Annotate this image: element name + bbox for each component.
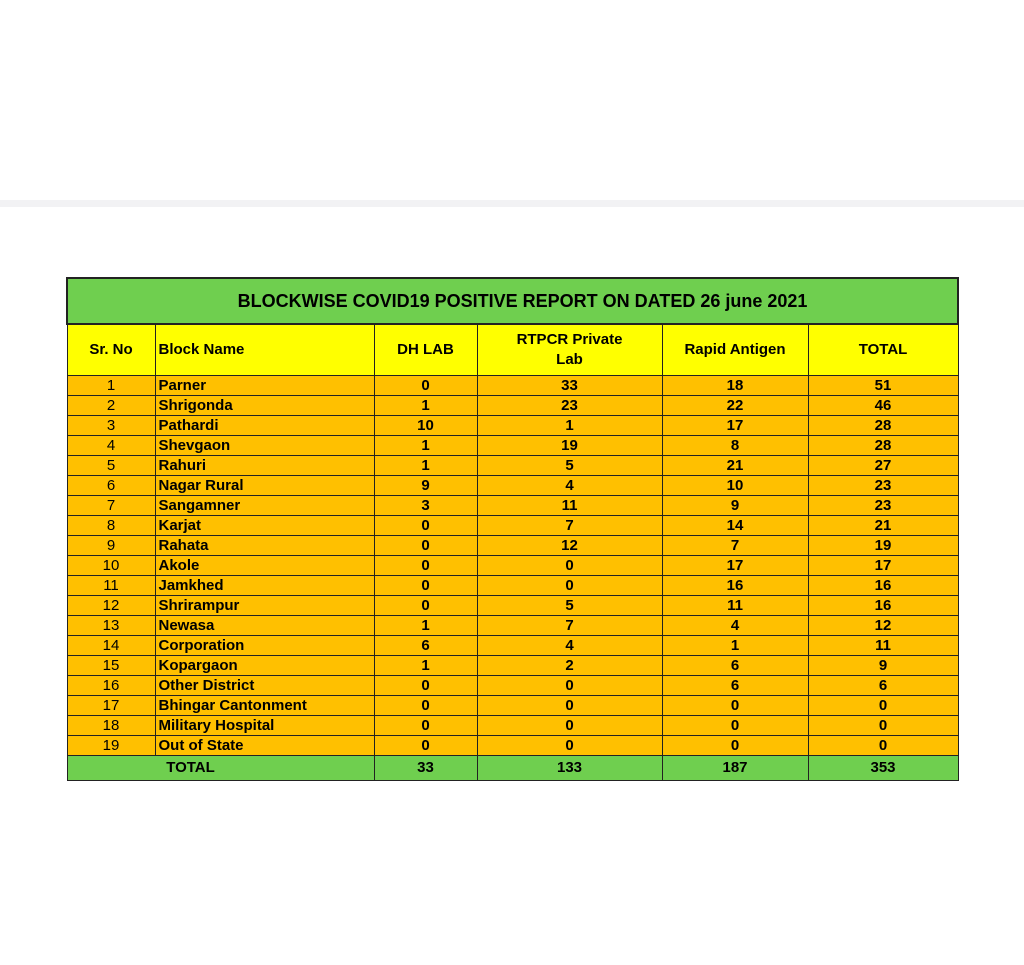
cell-sr-no: 15 — [67, 656, 155, 676]
table-row — [67, 436, 958, 456]
cell-sr-no: 14 — [67, 636, 155, 656]
cell-rapid-antigen: 7 — [662, 536, 808, 556]
cell-block-name: Kopargaon — [155, 656, 374, 676]
cell-block-name: Newasa — [155, 616, 374, 636]
cell-dh-lab: 0 — [374, 676, 477, 696]
cell-rapid-antigen: 0 — [662, 696, 808, 716]
cell-total: 28 — [808, 416, 958, 436]
table-row — [67, 596, 958, 616]
cell-block-name: Shrirampur — [155, 596, 374, 616]
cell-rapid-antigen: 17 — [662, 416, 808, 436]
cell-total: 46 — [808, 396, 958, 416]
cell-sr-no: 8 — [67, 516, 155, 536]
cell-total: 23 — [808, 476, 958, 496]
cell-dh-lab: 1 — [374, 616, 477, 636]
cell-rapid-antigen: 14 — [662, 516, 808, 536]
cell-block-name: Bhingar Cantonment — [155, 696, 374, 716]
total-dh-lab: 33 — [374, 756, 477, 781]
cell-total: 51 — [808, 376, 958, 396]
cell-total: 11 — [808, 636, 958, 656]
total-rtpcr: 133 — [477, 756, 662, 781]
table-row — [67, 516, 958, 536]
cell-rapid-antigen: 1 — [662, 636, 808, 656]
cell-dh-lab: 0 — [374, 376, 477, 396]
cell-total: 6 — [808, 676, 958, 696]
cell-rtpcr: 19 — [477, 436, 662, 456]
header-dh-lab: DH LAB — [374, 324, 477, 376]
cell-block-name: Corporation — [155, 636, 374, 656]
cell-rapid-antigen: 9 — [662, 496, 808, 516]
cell-rtpcr: 7 — [477, 616, 662, 636]
table-row — [67, 716, 958, 736]
cell-rapid-antigen: 18 — [662, 376, 808, 396]
cell-rtpcr: 0 — [477, 676, 662, 696]
cell-sr-no: 5 — [67, 456, 155, 476]
cell-dh-lab: 0 — [374, 736, 477, 756]
cell-dh-lab: 3 — [374, 496, 477, 516]
table-row — [67, 476, 958, 496]
cell-block-name: Akole — [155, 556, 374, 576]
cell-block-name: Military Hospital — [155, 716, 374, 736]
header-rapid-antigen: Rapid Antigen — [662, 324, 808, 376]
table-row — [67, 496, 958, 516]
cell-sr-no: 6 — [67, 476, 155, 496]
cell-rtpcr: 12 — [477, 536, 662, 556]
header-sr-no: Sr. No — [67, 324, 155, 376]
cell-total: 9 — [808, 656, 958, 676]
cell-dh-lab: 1 — [374, 456, 477, 476]
total-grand: 353 — [808, 756, 958, 781]
cell-rtpcr: 1 — [477, 416, 662, 436]
cell-total: 17 — [808, 556, 958, 576]
cell-rapid-antigen: 21 — [662, 456, 808, 476]
cell-sr-no: 16 — [67, 676, 155, 696]
cell-rtpcr: 0 — [477, 696, 662, 716]
table-row — [67, 396, 958, 416]
cell-rapid-antigen: 22 — [662, 396, 808, 416]
cell-sr-no: 12 — [67, 596, 155, 616]
cell-block-name: Rahuri — [155, 456, 374, 476]
cell-dh-lab: 6 — [374, 636, 477, 656]
cell-dh-lab: 0 — [374, 716, 477, 736]
cell-sr-no: 19 — [67, 736, 155, 756]
table-row — [67, 636, 958, 656]
cell-total: 16 — [808, 596, 958, 616]
table-row — [67, 736, 958, 756]
cell-dh-lab: 0 — [374, 576, 477, 596]
table-row — [67, 536, 958, 556]
cell-sr-no: 18 — [67, 716, 155, 736]
cell-sr-no: 3 — [67, 416, 155, 436]
cell-rtpcr: 0 — [477, 736, 662, 756]
cell-block-name: Sangamner — [155, 496, 374, 516]
cell-rapid-antigen: 0 — [662, 736, 808, 756]
cell-total: 21 — [808, 516, 958, 536]
cell-sr-no: 4 — [67, 436, 155, 456]
cell-rtpcr: 5 — [477, 456, 662, 476]
cell-sr-no: 17 — [67, 696, 155, 716]
cell-total: 27 — [808, 456, 958, 476]
header-block-name: Block Name — [155, 324, 374, 376]
cell-rtpcr: 4 — [477, 636, 662, 656]
cell-total: 28 — [808, 436, 958, 456]
cell-rapid-antigen: 11 — [662, 596, 808, 616]
cell-sr-no: 1 — [67, 376, 155, 396]
table-row — [67, 376, 958, 396]
header-row — [67, 324, 958, 376]
header-rtpcr-line1: RTPCR Private — [516, 331, 623, 348]
cell-block-name: Karjat — [155, 516, 374, 536]
cell-rtpcr: 0 — [477, 576, 662, 596]
cell-dh-lab: 10 — [374, 416, 477, 436]
cell-block-name: Jamkhed — [155, 576, 374, 596]
cell-rtpcr: 5 — [477, 596, 662, 616]
header-total: TOTAL — [808, 324, 958, 376]
cell-total: 23 — [808, 496, 958, 516]
cell-rapid-antigen: 0 — [662, 716, 808, 736]
cell-block-name: Rahata — [155, 536, 374, 556]
cell-rapid-antigen: 6 — [662, 656, 808, 676]
cell-dh-lab: 1 — [374, 436, 477, 456]
cell-dh-lab: 0 — [374, 696, 477, 716]
cell-dh-lab: 0 — [374, 536, 477, 556]
covid-report-table — [66, 277, 959, 781]
cell-rtpcr: 7 — [477, 516, 662, 536]
cell-sr-no: 11 — [67, 576, 155, 596]
cell-total: 16 — [808, 576, 958, 596]
cell-sr-no: 9 — [67, 536, 155, 556]
top-divider — [0, 200, 1024, 207]
cell-rapid-antigen: 16 — [662, 576, 808, 596]
cell-total: 0 — [808, 736, 958, 756]
cell-rtpcr: 0 — [477, 716, 662, 736]
cell-rapid-antigen: 4 — [662, 616, 808, 636]
total-rapid-antigen: 187 — [662, 756, 808, 781]
title-row — [67, 278, 958, 324]
cell-block-name: Nagar Rural — [155, 476, 374, 496]
cell-rtpcr: 23 — [477, 396, 662, 416]
cell-sr-no: 2 — [67, 396, 155, 416]
cell-rtpcr: 33 — [477, 376, 662, 396]
cell-sr-no: 10 — [67, 556, 155, 576]
table-row — [67, 576, 958, 596]
cell-dh-lab: 1 — [374, 656, 477, 676]
cell-total: 12 — [808, 616, 958, 636]
cell-rapid-antigen: 8 — [662, 436, 808, 456]
total-label: TOTAL — [67, 756, 374, 781]
cell-rtpcr: 2 — [477, 656, 662, 676]
table-row — [67, 556, 958, 576]
cell-dh-lab: 9 — [374, 476, 477, 496]
total-row — [67, 756, 958, 781]
table-row — [67, 696, 958, 716]
cell-block-name: Pathardi — [155, 416, 374, 436]
header-rtpcr-line2: Lab — [556, 351, 583, 368]
header-rtpcr-private-lab — [477, 324, 662, 376]
cell-rtpcr: 0 — [477, 556, 662, 576]
table-row — [67, 416, 958, 436]
cell-rapid-antigen: 10 — [662, 476, 808, 496]
cell-total: 19 — [808, 536, 958, 556]
cell-dh-lab: 0 — [374, 556, 477, 576]
table-row — [67, 676, 958, 696]
table-row — [67, 656, 958, 676]
cell-block-name: Other District — [155, 676, 374, 696]
report-title: BLOCKWISE COVID19 POSITIVE REPORT ON DATED 26 june 2021 — [67, 278, 958, 324]
cell-rtpcr: 4 — [477, 476, 662, 496]
table-row — [67, 616, 958, 636]
cell-sr-no: 13 — [67, 616, 155, 636]
cell-sr-no: 7 — [67, 496, 155, 516]
cell-dh-lab: 0 — [374, 516, 477, 536]
cell-block-name: Out of State — [155, 736, 374, 756]
cell-rtpcr: 11 — [477, 496, 662, 516]
cell-block-name: Shrigonda — [155, 396, 374, 416]
cell-rapid-antigen: 6 — [662, 676, 808, 696]
cell-dh-lab: 0 — [374, 596, 477, 616]
cell-rapid-antigen: 17 — [662, 556, 808, 576]
cell-total: 0 — [808, 696, 958, 716]
cell-block-name: Parner — [155, 376, 374, 396]
table-row — [67, 456, 958, 476]
cell-block-name: Shevgaon — [155, 436, 374, 456]
cell-dh-lab: 1 — [374, 396, 477, 416]
cell-total: 0 — [808, 716, 958, 736]
